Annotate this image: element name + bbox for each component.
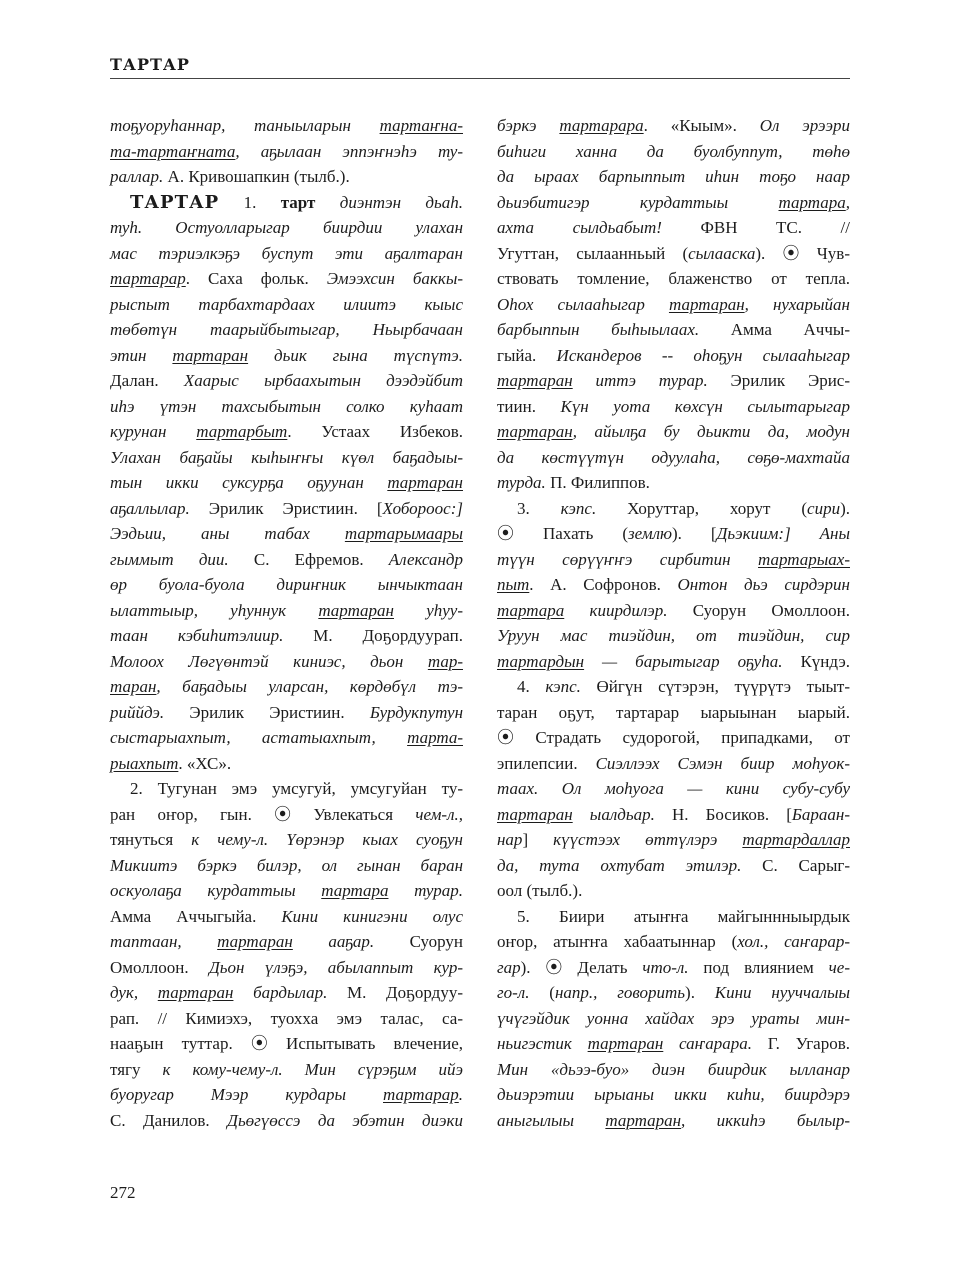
italic-text: таан кэбиһитэлиир. <box>110 626 284 645</box>
example-headform <box>742 830 850 849</box>
italic-text: , иккиһэ былыр- <box>681 1110 850 1130</box>
italic-text: дук, <box>110 983 158 1002</box>
text-line <box>110 1031 463 1057</box>
italic-text: Ол эрээри <box>759 116 850 135</box>
italic-text: Мин «дьээ-буо» диэн биирдик ылланар <box>497 1059 850 1079</box>
underlined-form: тартарара <box>559 116 644 135</box>
italic-text: , аҕылаан эппэҥнэһэ ту- <box>235 141 463 161</box>
left-column <box>110 113 463 1133</box>
text-line <box>497 649 850 675</box>
italic-text: , айылҕа бу дьикти да, модун <box>572 422 850 441</box>
example-headform <box>345 524 463 543</box>
italic-text: Оһох сылааһыгар <box>497 294 669 314</box>
text-line <box>110 980 463 1006</box>
text-line <box>497 113 850 139</box>
italic-text: Онтон дьэ сирдэрин <box>677 575 850 594</box>
italic-text: Дьон үлэҕэ, абылаппыт кур- <box>208 957 464 977</box>
italic-text: мас тэриэлкэҕэ буспут эти аҕалтаран <box>110 243 463 263</box>
italic-text: таптаан, <box>110 932 218 951</box>
plain-text: ). [ <box>672 524 717 543</box>
italic-text: таах. Ол моһуога — кини субу-субу <box>497 779 850 798</box>
italic-text: Сиэллээх Сэмэн биир моһуок- <box>595 753 850 773</box>
underlined-form: тартаран <box>157 983 234 1002</box>
italic-text: Улахан баҕайы кыһыҥҥы күөл баҕадыы- <box>110 447 463 467</box>
plain-text: . «ХС». <box>178 753 232 773</box>
example-headform <box>758 550 850 569</box>
italic-text: турда. <box>497 473 546 492</box>
underlined-form: тарта- <box>407 728 463 747</box>
italic-text: сири <box>807 498 841 518</box>
italic-text: дьик гына түспүтэ. <box>248 345 463 365</box>
plain-text: Омоллоон. <box>110 957 209 977</box>
text-line <box>110 1082 463 1108</box>
italic-text: буоругар Мээр курдары <box>110 1085 383 1104</box>
text-line <box>110 802 463 828</box>
plain-text: Эрилик Эрис- <box>707 371 850 390</box>
italic-text: да ыраах барпыппыт иһин тоҕо наар <box>497 167 850 186</box>
italic-text: уһуу- <box>394 600 463 620</box>
text-line <box>497 853 850 879</box>
italic-text: Ээдьии, аны табах <box>110 524 345 543</box>
italic-text: дьиэрэтии ырыаны икки киһи, биирдэрэ <box>497 1085 850 1104</box>
text-line <box>497 394 850 420</box>
text-line <box>497 572 850 598</box>
text-line <box>110 649 463 675</box>
italic-text: риййдэ. <box>110 702 165 722</box>
italic-text: че- <box>828 957 850 977</box>
plain-text: оол (тылб.). <box>497 881 583 900</box>
example-headform <box>110 269 186 288</box>
text-line <box>497 190 850 216</box>
text-line <box>497 241 850 267</box>
italic-text: да көстүүтүн одуулаһа, сөҕө-махтайа <box>497 447 850 467</box>
italic-text: Дьөгүөссэ да эбэтин диэки <box>227 1110 464 1130</box>
plain-text: Угуттан, сылаанньый ( <box>497 243 689 263</box>
plain-text: гыйа. <box>497 345 557 365</box>
italic-text: күүстээх өттүлэрэ <box>553 830 743 849</box>
italic-text: ылаттыыр, уһуннук <box>110 600 319 620</box>
text-line <box>110 623 463 649</box>
text-line <box>110 878 463 904</box>
example-headform <box>779 193 846 212</box>
text-line <box>110 827 463 853</box>
italic-text: ыалдьар. <box>572 804 655 824</box>
plain-text: Эрилик Эристиин. [ <box>208 498 383 518</box>
plain-text: Өйгүн сүтэрэн, түүрүтэ тыыт- <box>580 677 851 696</box>
example-headform <box>497 575 529 594</box>
underlined-form: тартардын <box>497 651 585 671</box>
plain-text: М. Доҕордуу- <box>327 983 463 1002</box>
plain-text: нааҕын туттар. ⦿ Испытывать влечение, <box>110 1034 463 1053</box>
italic-text: Дьэкиим:] Аны <box>716 524 850 543</box>
text-line <box>110 521 463 547</box>
example-headform <box>158 983 234 1002</box>
plain-text: 1. <box>219 192 281 212</box>
example-headform <box>605 1111 681 1130</box>
plain-text: 3. <box>517 498 561 518</box>
example-headform <box>559 116 643 135</box>
italic-text: Эмээхсин баккы- <box>326 269 463 288</box>
text-line <box>497 139 850 165</box>
underlined-form: тартара <box>778 192 846 212</box>
text-line <box>110 266 463 292</box>
text-line <box>497 1057 850 1083</box>
italic-text: саҥарара. <box>663 1034 752 1053</box>
plain-text: ). ⦿ Делать <box>520 957 643 977</box>
underlined-form: тартара <box>321 881 389 900</box>
underlined-form: тартарар <box>383 1085 459 1104</box>
example-headform <box>318 601 394 620</box>
plain-text: ). <box>685 983 715 1002</box>
text-line <box>497 623 850 649</box>
underlined-form: тартарар <box>110 269 186 288</box>
example-headform <box>428 652 463 671</box>
plain-text: 5. Биири атыҥҥа майгыннныырдык <box>517 906 850 926</box>
headword: ТАРТАР <box>130 191 220 213</box>
example-headform <box>497 371 573 390</box>
example-headform <box>172 346 248 365</box>
text-line <box>110 292 463 318</box>
italic-text: землю <box>628 524 673 543</box>
plain-text: С. Ефремов. <box>228 549 389 569</box>
italic-text: этин <box>110 345 173 365</box>
example-headform <box>321 881 388 900</box>
text-line <box>110 1108 463 1134</box>
text-line <box>110 725 463 751</box>
plain-text: ⦿ Страдать судорогой, припадками, от <box>497 728 850 747</box>
plain-text: таран оҕут, тартарар ыарыынан ыарый. <box>497 702 850 722</box>
plain-text: . «Кыым». <box>643 116 760 135</box>
italic-text: Молоох Лөгүөнтэй киниэс, дьон <box>110 651 428 671</box>
italic-text: ньигэстик <box>497 1034 588 1053</box>
example-headform <box>110 754 178 773</box>
plain-text: оҥор, атыҥҥа хабаатыннар ( <box>497 932 738 951</box>
italic-text: түүн сөрүүҥҥэ сирбитин <box>497 549 759 569</box>
text-line <box>497 215 850 241</box>
italic-text: нар <box>497 830 523 849</box>
text-line <box>110 751 463 777</box>
plain-text: Эрилик Эристиин. <box>164 702 370 722</box>
text-line <box>497 776 850 802</box>
text-line <box>497 700 850 726</box>
text-line <box>497 955 850 981</box>
italic-text: турар. <box>388 881 463 900</box>
text-line <box>497 674 850 700</box>
example-headform <box>383 1085 459 1104</box>
plain-text: тягу <box>110 1059 163 1079</box>
underlined-form: тартаран <box>497 371 573 390</box>
text-line <box>497 802 850 828</box>
text-line <box>110 445 463 471</box>
text-line <box>497 292 850 318</box>
italic-text: тоҕуоруһаннар, таныыларын <box>110 116 380 135</box>
underlined-form: тартаран <box>217 932 293 951</box>
example-headform <box>588 1034 664 1053</box>
italic-text: , баҕадыы уларсан, көрдөбүл тэ- <box>156 677 463 696</box>
italic-text: гыммыт дии. <box>110 549 229 569</box>
plain-text: эпилепсии. <box>497 753 596 773</box>
italic-text: , <box>845 192 850 212</box>
plain-text: рап. // Кимиэхэ, туохха эмэ талас, са- <box>110 1008 463 1028</box>
underlined-form: тартаран <box>497 422 573 441</box>
underlined-form: тартара <box>497 600 565 620</box>
example-headform <box>110 677 156 696</box>
example-headform <box>497 805 573 824</box>
italic-text: хол., саҥарар- <box>737 932 851 951</box>
plain-text: . Устаах Избеков. <box>287 422 464 441</box>
text-line <box>110 343 463 369</box>
italic-text: дьиэбитигэр курдаттыы <box>497 192 779 212</box>
italic-text: го-л. <box>497 983 530 1002</box>
header-rule <box>110 78 850 79</box>
italic-text: өр буола-буола дириҥник ынчыктаан <box>110 575 463 594</box>
italic-text: курунан <box>110 422 197 441</box>
italic-text: . <box>458 1085 463 1104</box>
plain-text: ран оҥор, гын. ⦿ Увлекаться <box>110 804 416 824</box>
italic-text: чем-л., <box>415 804 463 824</box>
text-line <box>110 241 463 267</box>
text-line <box>497 521 850 547</box>
example-headform <box>196 422 287 441</box>
underlined-form: тартаран <box>387 473 463 492</box>
text-line <box>110 368 463 394</box>
running-head: ТАРТАР <box>110 55 190 74</box>
underlined-form: тар- <box>427 651 463 671</box>
plain-text: тянуться <box>110 830 192 849</box>
italic-text: бэркэ <box>497 116 560 135</box>
text-line <box>110 139 463 165</box>
text-line <box>110 496 463 522</box>
underlined-form: тартардаллар <box>742 830 850 849</box>
text-line <box>497 751 850 777</box>
text-line <box>497 1082 850 1108</box>
underlined-form: тартарбыт <box>196 422 288 441</box>
underlined-form: рыахпыт <box>110 753 179 773</box>
text-line <box>110 674 463 700</box>
underlined-form: тартаран <box>318 600 394 620</box>
plain-text: Күндэ. <box>782 651 851 671</box>
text-line <box>110 317 463 343</box>
example-headform <box>407 728 463 747</box>
plain-text: 2. Тугунан эмэ умсугуй, умсугуйан ту- <box>130 779 463 798</box>
plain-text: . Саха фольк. <box>185 269 327 288</box>
italic-text: төбөтүн таарыйбытыгар, Ньырбачаан <box>110 320 463 339</box>
plain-text: Суорун Омоллоон. <box>667 600 850 620</box>
italic-text: сыстарыахпыт, астатыахпыт, <box>110 728 408 747</box>
plain-text: тиин. <box>497 396 561 416</box>
text-line <box>497 470 850 496</box>
text-line <box>110 1006 463 1032</box>
underlined-form: тартаран <box>172 345 249 365</box>
example-headform <box>497 652 584 671</box>
example-headform <box>497 422 573 441</box>
text-line <box>110 572 463 598</box>
underlined-form: пыт <box>497 575 530 594</box>
italic-text: оскуолаҕа курдаттыы <box>110 881 322 900</box>
italic-text: напр., говорить <box>554 983 686 1002</box>
text-line <box>497 368 850 394</box>
text-line <box>497 445 850 471</box>
underlined-form: та-тартаҥната <box>110 141 236 161</box>
plain-text: П. Филиппов. <box>545 473 650 492</box>
text-line <box>497 419 850 445</box>
plain-text: . А. Софронов. <box>529 575 678 594</box>
text-line <box>110 1057 463 1083</box>
plain-text: 4. <box>517 677 546 696</box>
plain-text: Хоруттар, хорут ( <box>596 498 808 518</box>
italic-text: , нухарыйан <box>744 294 850 314</box>
text-line <box>110 929 463 955</box>
text-line <box>497 1108 850 1134</box>
plain-text: ( <box>529 983 555 1002</box>
italic-text: к чему-л. <box>191 830 269 849</box>
plain-text: ). <box>840 498 850 518</box>
italic-text: ааҕар. <box>292 932 375 951</box>
italic-text: кэпс. <box>545 677 581 696</box>
text-line <box>497 317 850 343</box>
italic-text: диэнтэн дьаһ. <box>315 192 463 212</box>
text-line <box>497 904 850 930</box>
page-number: 272 <box>110 1183 136 1202</box>
italic-text: Мин сүрэҕим ийэ <box>282 1059 464 1079</box>
plain-text: С. Сарыг- <box>741 855 850 875</box>
italic-text: Хаарыс ырбаахытын дээдэйбит <box>183 371 463 390</box>
italic-text: Кини нууччалыы <box>714 983 851 1002</box>
plain-text: ствовать томление, блаженство от тепла. <box>497 269 850 288</box>
text-line <box>110 113 463 139</box>
italic-text: рыспыт тарбахтардаах илиитэ кыыс <box>110 294 463 314</box>
bold-term: тарт <box>280 192 316 212</box>
example-headform <box>217 932 293 951</box>
plain-text: Амма Аччыгыйа. <box>110 906 282 926</box>
italic-text: ахта сылдьабыт! <box>497 218 662 237</box>
text-line <box>497 266 850 292</box>
italic-text: Искандеров -- оһоҕун сылааһыгар <box>556 345 850 365</box>
italic-text: сылааска <box>688 243 756 263</box>
underlined-form: тартаран <box>668 294 745 314</box>
text-line <box>497 725 850 751</box>
text-line <box>110 190 463 216</box>
text-line <box>497 878 850 904</box>
underlined-form: тартаран <box>587 1034 664 1053</box>
example-headform <box>380 116 463 135</box>
italic-text: Бараан- <box>791 804 850 824</box>
text-line <box>110 598 463 624</box>
italic-text: что-л. <box>642 957 689 977</box>
italic-text: — барытыгар оҕуһа. <box>584 651 783 671</box>
italic-text: Кини кинигэни олус <box>281 906 463 926</box>
example-headform <box>387 473 463 492</box>
italic-text: Уруун мас тиэйдин, от тиэйдин, сир <box>497 626 850 645</box>
italic-text: Үөрэнэр кыах суоҕун <box>268 830 463 849</box>
italic-text: киирдилэр. <box>564 600 668 620</box>
italic-text: иттэ турар. <box>572 371 708 390</box>
text-line <box>110 904 463 930</box>
text-line <box>110 164 463 190</box>
italic-text: иһэ үтэн тахсыбытын солко куһаат <box>110 396 463 416</box>
plain-text: Н. Босиков. [ <box>654 804 792 824</box>
plain-text: ⦿ Пахать ( <box>497 524 628 543</box>
plain-text: А. Кривошапкин (тылб.). <box>163 167 350 186</box>
plain-text: ). ⦿ Чув- <box>755 243 850 263</box>
plain-text: Далан. <box>110 371 184 390</box>
text-line <box>110 853 463 879</box>
italic-text: аҕаллылар. <box>110 498 209 518</box>
plain-text: Амма Аччы- <box>699 320 850 339</box>
text-line <box>497 496 850 522</box>
text-line <box>497 1031 850 1057</box>
plain-text: под влиянием <box>688 957 829 977</box>
italic-text: раллар. <box>110 167 164 186</box>
right-column <box>497 113 850 1133</box>
text-line <box>497 827 850 853</box>
italic-text: гар <box>497 957 521 977</box>
underlined-form: тартаран <box>605 1110 682 1130</box>
example-headform <box>110 142 235 161</box>
text-line <box>110 470 463 496</box>
italic-text: туһ. Остуолларыгар биирдии улахан <box>110 218 463 237</box>
example-headform <box>669 295 745 314</box>
italic-text: к кому-чему-л. <box>162 1059 283 1079</box>
italic-text: биһиги ханна да буолбуппут, төһө <box>497 141 850 161</box>
underlined-form: тартаран <box>497 804 573 824</box>
text-line <box>110 776 463 802</box>
text-line <box>497 547 850 573</box>
underlined-form: тартарымаары <box>344 524 463 543</box>
text-line <box>110 547 463 573</box>
plain-text: Г. Угаров. <box>751 1034 850 1053</box>
italic-text: Микиитэ бэркэ билэр, ол гынан баран <box>110 855 463 875</box>
italic-text: үчүгэйдик уонна хайдах эрэ ураты мин- <box>497 1008 850 1028</box>
example-headform <box>497 601 564 620</box>
italic-text: барбыппын быһыылаах. <box>497 320 700 339</box>
plain-text: С. Данилов. <box>110 1110 228 1130</box>
text-line <box>497 164 850 190</box>
text-line <box>110 215 463 241</box>
text-line <box>497 929 850 955</box>
plain-text: Суорун <box>374 932 463 951</box>
text-line <box>497 980 850 1006</box>
plain-text: ] <box>522 830 554 849</box>
text-line <box>110 419 463 445</box>
text-line <box>497 343 850 369</box>
italic-text: бардылар. <box>233 983 328 1002</box>
underlined-form: тартаҥна- <box>379 116 463 135</box>
italic-text: кэпс. <box>560 498 597 518</box>
italic-text: Александр <box>388 549 463 569</box>
italic-text: да, тута охтубат этилэр. <box>497 855 742 875</box>
italic-text: аныгылыы <box>497 1110 606 1130</box>
text-line <box>497 598 850 624</box>
italic-text: Күн уота көхсүн сылытарыгар <box>560 396 850 416</box>
text-line <box>497 1006 850 1032</box>
italic-text: тын икки суксурҕа оҕуунан <box>110 473 388 492</box>
underlined-form: тартарыах- <box>758 549 850 569</box>
plain-text: ФВН ТС. // <box>661 218 850 237</box>
text-line <box>110 955 463 981</box>
text-line <box>110 394 463 420</box>
text-line <box>110 700 463 726</box>
italic-text: Хобороос:] <box>382 498 463 518</box>
underlined-form: таран <box>110 677 157 696</box>
plain-text: М. Доҕордуурап. <box>283 626 463 645</box>
italic-text: Бурдукпутун <box>369 702 463 722</box>
